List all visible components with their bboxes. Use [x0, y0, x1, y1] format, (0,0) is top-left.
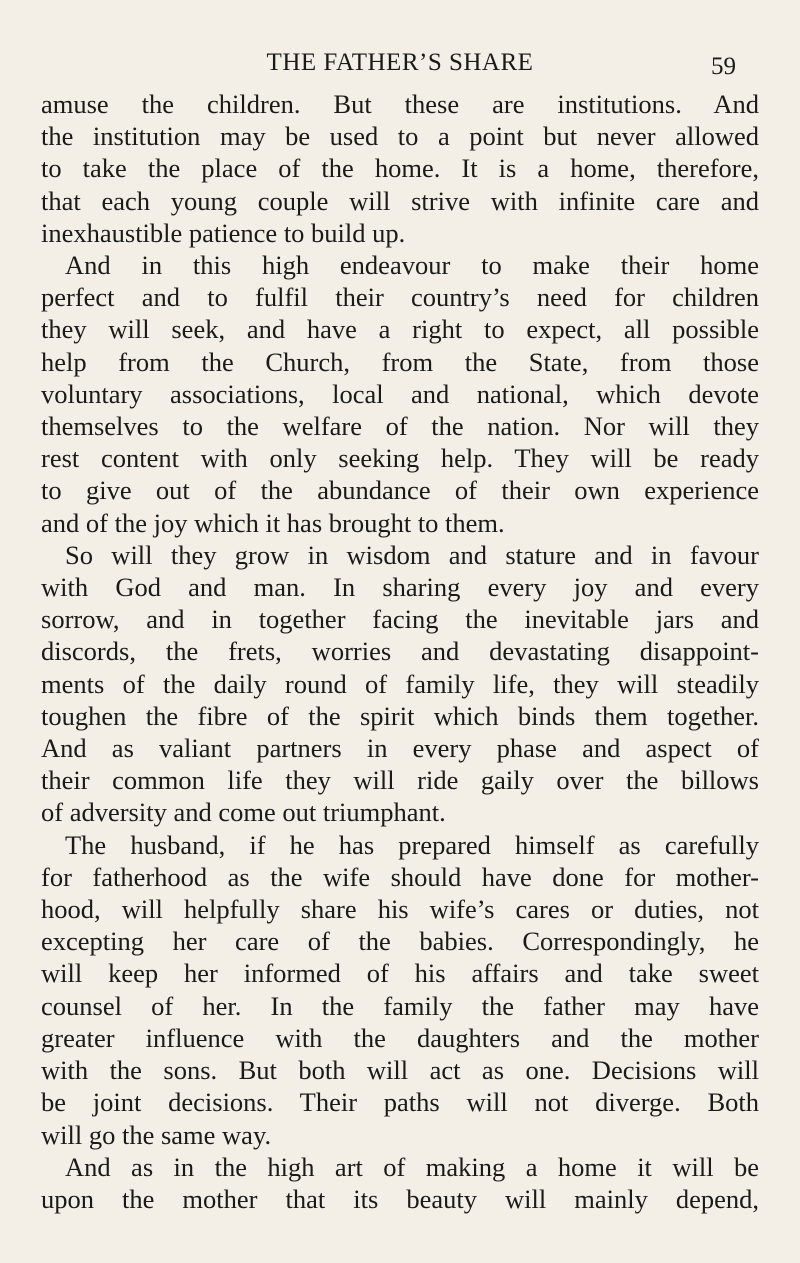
body-text — [41, 88, 759, 1215]
text-line: they will seek, and have a right to expect, all possible — [41, 314, 759, 345]
text-line: that each young couple will strive with infinite care and — [41, 185, 759, 216]
text-line: amuse the children. But these are institutions. And — [41, 89, 759, 119]
paragraph — [41, 539, 759, 829]
text-line: will keep her informed of his affairs and take sweet — [41, 958, 759, 989]
text-line: counsel of her. In the family the father may have — [41, 990, 759, 1021]
text-line: voluntary associations, local and national, which devote — [41, 378, 759, 409]
text-line: will go the same way. — [41, 1119, 272, 1150]
text-line: be joint decisions. Their paths will not diverge. Both — [41, 1087, 759, 1118]
text-line: themselves to the welfare of the nation. Nor will they — [41, 411, 759, 442]
paragraph — [41, 829, 759, 1151]
text-line: rest content with only seeking help. They will be ready — [41, 443, 759, 474]
text-line: with God and man. In sharing every joy and every — [41, 572, 759, 603]
text-line: upon the mother that its beauty will mainly depend, — [41, 1183, 759, 1214]
text-line: sorrow, and in together facing the inevitable jars and — [41, 604, 759, 635]
text-line: to give out of the abundance of their own experience — [41, 475, 759, 506]
text-line: greater influence with the daughters and the mother — [41, 1022, 759, 1053]
paragraph — [41, 1151, 759, 1215]
text-line: And as in the high art of making a home it will be — [65, 1151, 759, 1182]
text-line: with the sons. But both will act as one. Decisions will — [41, 1055, 759, 1086]
text-line: The husband, if he has prepared himself as carefully — [65, 829, 759, 860]
text-line: and of the joy which it has brought to them. — [41, 507, 505, 538]
running-title: THE FATHER’S SHARE — [266, 49, 534, 76]
text-line: perfect and to fulfil their country’s need for children — [41, 282, 759, 313]
text-line: their common life they will ride gaily over the billows — [41, 765, 759, 796]
text-line: the institution may be used to a point but never allowed — [41, 121, 759, 152]
paragraph — [41, 249, 759, 539]
page-number: 59 — [711, 53, 736, 80]
text-line: And as valiant partners in every phase and aspect of — [41, 733, 759, 764]
text-line: help from the Church, from the State, from those — [41, 346, 759, 377]
text-line: hood, will helpfully share his wife’s cares or duties, not — [41, 894, 759, 925]
text-line: discords, the frets, worries and devastating disappoint- — [41, 636, 759, 667]
text-line: of adversity and come out triumphant. — [41, 797, 446, 828]
text-line: inexhaustible patience to build up. — [41, 217, 406, 248]
text-line: excepting her care of the babies. Correspondingly, he — [41, 926, 759, 957]
text-line: ments of the daily round of family life, they will steadily — [41, 668, 759, 699]
text-line: So will they grow in wisdom and stature and in favour — [65, 539, 759, 570]
text-line: to take the place of the home. It is a home, therefore, — [41, 153, 759, 184]
text-line: for fatherhood as the wife should have done for mother- — [41, 861, 759, 892]
text-line: toughen the fibre of the spirit which binds them together. — [41, 700, 759, 731]
paragraph — [41, 88, 759, 249]
text-line: And in this high endeavour to make their home — [65, 250, 759, 281]
